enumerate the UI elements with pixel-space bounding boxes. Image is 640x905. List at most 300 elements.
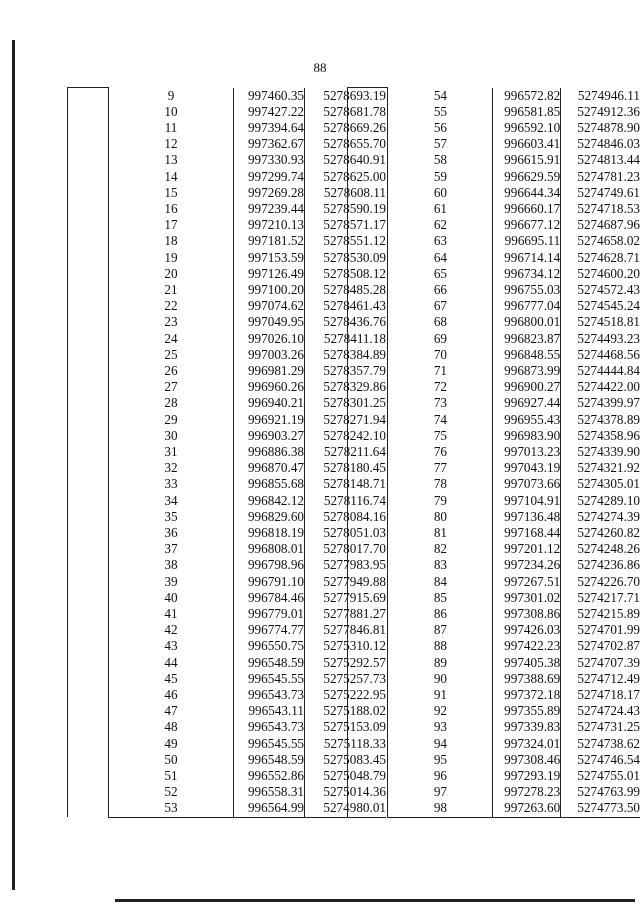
table-row bbox=[68, 752, 387, 768]
point-number-cell: 77 bbox=[433, 460, 447, 476]
y-coordinate-cell: 5274289.10 bbox=[561, 493, 640, 509]
table-row bbox=[348, 169, 640, 185]
point-number-cell: 13 bbox=[164, 152, 178, 168]
point-number-cell: 72 bbox=[433, 379, 447, 395]
y-coordinate-cell: 5274358.96 bbox=[561, 428, 640, 444]
x-coordinate-cell: 997299.74 bbox=[234, 169, 305, 185]
point-number-cell: 46 bbox=[164, 687, 178, 703]
y-coordinate-cell: 5278461.43 bbox=[305, 298, 387, 314]
table-row bbox=[348, 784, 640, 800]
point-number-cell: 56 bbox=[433, 119, 447, 135]
x-coordinate-cell: 996927.44 bbox=[493, 395, 561, 411]
x-coordinate-cell: 997013.23 bbox=[493, 444, 561, 460]
y-coordinate-cell: 5278051.03 bbox=[305, 525, 387, 541]
point-number-cell: 58 bbox=[433, 152, 447, 168]
table-row bbox=[68, 412, 387, 428]
x-coordinate-cell: 997405.38 bbox=[493, 655, 561, 671]
table-row bbox=[348, 703, 640, 719]
table-row bbox=[348, 493, 640, 509]
x-coordinate-cell: 996873.99 bbox=[493, 363, 561, 379]
y-coordinate-cell: 5274912.36 bbox=[561, 104, 640, 120]
point-number-cell: 65 bbox=[433, 265, 447, 281]
x-coordinate-cell: 997388.69 bbox=[493, 671, 561, 687]
point-number-cell: 32 bbox=[164, 460, 178, 476]
table-row bbox=[68, 250, 387, 266]
x-coordinate-cell: 997234.26 bbox=[493, 557, 561, 573]
table-row bbox=[68, 266, 387, 282]
table-row bbox=[348, 606, 640, 622]
y-coordinate-cell: 5274731.25 bbox=[561, 719, 640, 735]
table-row bbox=[348, 574, 640, 590]
y-coordinate-cell: 5274946.11 bbox=[561, 88, 640, 104]
point-number-cell: 49 bbox=[164, 735, 178, 751]
y-coordinate-cell: 5274813.44 bbox=[561, 152, 640, 168]
y-coordinate-cell: 5274545.24 bbox=[561, 298, 640, 314]
y-coordinate-cell: 5274763.99 bbox=[561, 784, 640, 800]
point-number-cell: 93 bbox=[433, 719, 447, 735]
y-coordinate-cell: 5278329.86 bbox=[305, 379, 387, 395]
point-number-cell: 79 bbox=[433, 492, 447, 508]
y-coordinate-cell: 5275222.95 bbox=[305, 687, 387, 703]
table-row bbox=[68, 314, 387, 330]
y-coordinate-cell: 5277949.88 bbox=[305, 574, 387, 590]
y-coordinate-cell: 5274749.61 bbox=[561, 185, 640, 201]
scan-left-edge bbox=[12, 40, 15, 890]
y-coordinate-cell: 5275083.45 bbox=[305, 752, 387, 768]
table-row bbox=[68, 217, 387, 233]
table-row bbox=[348, 752, 640, 768]
y-coordinate-cell: 5277983.95 bbox=[305, 557, 387, 573]
point-number-cell: 76 bbox=[433, 443, 447, 459]
table-row bbox=[68, 719, 387, 735]
x-coordinate-cell: 997293.19 bbox=[493, 768, 561, 784]
x-coordinate-cell: 996543.11 bbox=[234, 703, 305, 719]
table-row bbox=[68, 379, 387, 395]
table-row bbox=[68, 201, 387, 217]
table-row bbox=[68, 444, 387, 460]
x-coordinate-cell: 997422.23 bbox=[493, 638, 561, 654]
table-row bbox=[348, 201, 640, 217]
point-number-cell: 18 bbox=[164, 233, 178, 249]
table-row bbox=[348, 557, 640, 573]
y-coordinate-cell: 5278242.10 bbox=[305, 428, 387, 444]
x-coordinate-cell: 996603.41 bbox=[493, 136, 561, 152]
y-coordinate-cell: 5274878.90 bbox=[561, 120, 640, 136]
point-number-cell: 26 bbox=[164, 362, 178, 378]
point-number-cell: 67 bbox=[433, 298, 447, 314]
y-coordinate-cell: 5278508.12 bbox=[305, 266, 387, 282]
x-coordinate-cell: 996981.29 bbox=[234, 363, 305, 379]
point-number-cell: 81 bbox=[433, 524, 447, 540]
point-number-cell: 78 bbox=[433, 476, 447, 492]
x-coordinate-cell: 996660.17 bbox=[493, 201, 561, 217]
x-coordinate-cell: 997136.48 bbox=[493, 509, 561, 525]
point-number-cell: 44 bbox=[164, 654, 178, 670]
table-row bbox=[68, 541, 387, 557]
point-number-cell: 47 bbox=[164, 703, 178, 719]
point-number-cell: 74 bbox=[433, 411, 447, 427]
y-coordinate-cell: 5274701.99 bbox=[561, 622, 640, 638]
y-coordinate-cell: 5278084.16 bbox=[305, 509, 387, 525]
x-coordinate-cell: 996800.01 bbox=[493, 314, 561, 330]
point-number-cell: 54 bbox=[433, 87, 447, 103]
point-number-cell: 14 bbox=[164, 168, 178, 184]
x-coordinate-cell: 997153.59 bbox=[234, 250, 305, 266]
x-coordinate-cell: 996572.82 bbox=[493, 88, 561, 104]
table-row bbox=[68, 331, 387, 347]
table-row bbox=[348, 331, 640, 347]
table-row bbox=[68, 655, 387, 671]
x-coordinate-cell: 997394.64 bbox=[234, 120, 305, 136]
point-number-cell: 63 bbox=[433, 233, 447, 249]
table-row bbox=[348, 638, 640, 654]
table-row bbox=[68, 671, 387, 687]
y-coordinate-cell: 5274980.01 bbox=[305, 800, 387, 817]
point-number-cell: 50 bbox=[164, 751, 178, 767]
point-number-cell: 11 bbox=[164, 119, 178, 135]
table-row bbox=[348, 185, 640, 201]
x-coordinate-cell: 997308.86 bbox=[493, 606, 561, 622]
y-coordinate-cell: 5274755.01 bbox=[561, 768, 640, 784]
y-coordinate-cell: 5274399.97 bbox=[561, 395, 640, 411]
point-number-cell: 60 bbox=[433, 184, 447, 200]
y-coordinate-cell: 5278625.00 bbox=[305, 169, 387, 185]
y-coordinate-cell: 5274260.82 bbox=[561, 525, 640, 541]
point-number-cell: 91 bbox=[433, 687, 447, 703]
table-row bbox=[348, 395, 640, 411]
x-coordinate-cell: 997362.67 bbox=[234, 136, 305, 152]
table-row bbox=[348, 120, 640, 136]
point-number-cell: 52 bbox=[164, 784, 178, 800]
y-coordinate-cell: 5274773.50 bbox=[561, 800, 640, 817]
x-coordinate-cell: 997201.12 bbox=[493, 541, 561, 557]
point-number-cell: 85 bbox=[433, 589, 447, 605]
y-coordinate-cell: 5278655.70 bbox=[305, 136, 387, 152]
point-number-cell: 21 bbox=[164, 281, 178, 297]
x-coordinate-cell: 996543.73 bbox=[234, 719, 305, 735]
table-row bbox=[348, 525, 640, 541]
point-number-cell: 82 bbox=[433, 541, 447, 557]
point-number-cell: 20 bbox=[164, 265, 178, 281]
table-row bbox=[68, 136, 387, 152]
y-coordinate-cell: 5278116.74 bbox=[305, 493, 387, 509]
table-row bbox=[68, 152, 387, 168]
y-coordinate-cell: 5278640.91 bbox=[305, 152, 387, 168]
point-number-cell: 22 bbox=[164, 298, 178, 314]
x-coordinate-cell: 996848.55 bbox=[493, 347, 561, 363]
point-number-cell: 96 bbox=[433, 768, 447, 784]
x-coordinate-cell: 996734.12 bbox=[493, 266, 561, 282]
point-number-cell: 48 bbox=[164, 719, 178, 735]
table-row bbox=[348, 590, 640, 606]
table-row bbox=[348, 509, 640, 525]
x-coordinate-cell: 997460.35 bbox=[234, 88, 305, 104]
y-coordinate-cell: 5278017.70 bbox=[305, 541, 387, 557]
x-coordinate-cell: 997339.83 bbox=[493, 719, 561, 735]
point-number-cell: 38 bbox=[164, 557, 178, 573]
table-row bbox=[68, 622, 387, 638]
point-number-cell: 88 bbox=[433, 638, 447, 654]
x-coordinate-cell: 996983.90 bbox=[493, 428, 561, 444]
table-row bbox=[68, 800, 387, 817]
x-coordinate-cell: 996548.59 bbox=[234, 655, 305, 671]
x-coordinate-cell: 996615.91 bbox=[493, 152, 561, 168]
point-number-cell: 39 bbox=[164, 573, 178, 589]
y-coordinate-cell: 5274600.20 bbox=[561, 266, 640, 282]
y-coordinate-cell: 5275118.33 bbox=[305, 736, 387, 752]
y-coordinate-cell: 5274518.81 bbox=[561, 314, 640, 330]
table-row bbox=[348, 233, 640, 249]
table-row bbox=[348, 428, 640, 444]
x-coordinate-cell: 997100.20 bbox=[234, 282, 305, 298]
x-coordinate-cell: 997239.44 bbox=[234, 201, 305, 217]
table-row bbox=[68, 736, 387, 752]
point-number-cell: 40 bbox=[164, 589, 178, 605]
y-coordinate-cell: 5277846.81 bbox=[305, 622, 387, 638]
point-number-cell: 62 bbox=[433, 217, 447, 233]
point-number-cell: 10 bbox=[164, 103, 178, 119]
table-row bbox=[348, 719, 640, 735]
y-coordinate-cell: 5274444.84 bbox=[561, 363, 640, 379]
y-coordinate-cell: 5275153.09 bbox=[305, 719, 387, 735]
scan-bottom-edge bbox=[115, 899, 635, 902]
y-coordinate-cell: 5274738.62 bbox=[561, 736, 640, 752]
y-coordinate-cell: 5278485.28 bbox=[305, 282, 387, 298]
x-coordinate-cell: 997426.03 bbox=[493, 622, 561, 638]
table-row bbox=[348, 444, 640, 460]
x-coordinate-cell: 996900.27 bbox=[493, 379, 561, 395]
y-coordinate-cell: 5274339.90 bbox=[561, 444, 640, 460]
point-number-cell: 25 bbox=[164, 346, 178, 362]
table-row bbox=[348, 768, 640, 784]
table-row bbox=[68, 169, 387, 185]
coordinates-table-right bbox=[347, 87, 640, 818]
x-coordinate-cell: 996550.75 bbox=[234, 638, 305, 654]
table-row bbox=[348, 104, 640, 120]
table-row bbox=[348, 655, 640, 671]
point-number-cell: 90 bbox=[433, 670, 447, 686]
table-row bbox=[68, 525, 387, 541]
y-coordinate-cell: 5274628.71 bbox=[561, 250, 640, 266]
point-number-cell: 89 bbox=[433, 654, 447, 670]
x-coordinate-cell: 997372.18 bbox=[493, 687, 561, 703]
point-number-cell: 29 bbox=[164, 411, 178, 427]
table-row bbox=[348, 476, 640, 492]
x-coordinate-cell: 996960.26 bbox=[234, 379, 305, 395]
y-coordinate-cell: 5278411.18 bbox=[305, 331, 387, 347]
table-row bbox=[68, 784, 387, 800]
table-row bbox=[348, 363, 640, 379]
point-number-cell: 34 bbox=[164, 492, 178, 508]
table-row bbox=[348, 800, 640, 817]
page-number: 88 bbox=[313, 60, 327, 75]
y-coordinate-cell: 5274217.71 bbox=[561, 590, 640, 606]
y-coordinate-cell: 5274236.86 bbox=[561, 557, 640, 573]
y-coordinate-cell: 5274422.00 bbox=[561, 379, 640, 395]
y-coordinate-cell: 5274781.23 bbox=[561, 169, 640, 185]
y-coordinate-cell: 5274707.39 bbox=[561, 655, 640, 671]
x-coordinate-cell: 997074.62 bbox=[234, 298, 305, 314]
point-number-cell: 28 bbox=[164, 395, 178, 411]
point-number-cell: 59 bbox=[433, 168, 447, 184]
y-coordinate-cell: 5277915.69 bbox=[305, 590, 387, 606]
x-coordinate-cell: 997324.01 bbox=[493, 736, 561, 752]
table-row bbox=[68, 185, 387, 201]
x-coordinate-cell: 996774.77 bbox=[234, 622, 305, 638]
y-coordinate-cell: 5278436.76 bbox=[305, 314, 387, 330]
table-row bbox=[68, 638, 387, 654]
y-coordinate-cell: 5278211.64 bbox=[305, 444, 387, 460]
x-coordinate-cell: 997301.02 bbox=[493, 590, 561, 606]
x-coordinate-cell: 996558.31 bbox=[234, 784, 305, 800]
y-coordinate-cell: 5275292.57 bbox=[305, 655, 387, 671]
point-number-cell: 55 bbox=[433, 103, 447, 119]
x-coordinate-cell: 996823.87 bbox=[493, 331, 561, 347]
table-row bbox=[348, 152, 640, 168]
point-number-cell: 45 bbox=[164, 670, 178, 686]
table-row bbox=[68, 557, 387, 573]
table-row bbox=[348, 671, 640, 687]
table-row bbox=[68, 233, 387, 249]
table-row bbox=[68, 574, 387, 590]
table-row bbox=[348, 266, 640, 282]
point-number-cell: 36 bbox=[164, 524, 178, 540]
y-coordinate-cell: 5274718.17 bbox=[561, 687, 640, 703]
table-row bbox=[68, 428, 387, 444]
y-coordinate-cell: 5278681.78 bbox=[305, 104, 387, 120]
point-number-cell: 87 bbox=[433, 622, 447, 638]
y-coordinate-cell: 5274687.96 bbox=[561, 217, 640, 233]
point-number-cell: 33 bbox=[164, 476, 178, 492]
point-number-cell: 12 bbox=[164, 136, 178, 152]
table-row bbox=[348, 541, 640, 557]
y-coordinate-cell: 5278301.25 bbox=[305, 395, 387, 411]
point-number-cell: 61 bbox=[433, 200, 447, 216]
x-coordinate-cell: 997263.60 bbox=[493, 800, 561, 817]
x-coordinate-cell: 996955.43 bbox=[493, 412, 561, 428]
point-number-cell: 92 bbox=[433, 703, 447, 719]
y-coordinate-cell: 5278571.17 bbox=[305, 217, 387, 233]
x-coordinate-cell: 996543.73 bbox=[234, 687, 305, 703]
x-coordinate-cell: 996677.12 bbox=[493, 217, 561, 233]
y-coordinate-cell: 5278357.79 bbox=[305, 363, 387, 379]
y-coordinate-cell: 5274468.56 bbox=[561, 347, 640, 363]
point-number-cell: 23 bbox=[164, 314, 178, 330]
table-row bbox=[68, 104, 387, 120]
x-coordinate-cell: 997269.28 bbox=[234, 185, 305, 201]
point-number-cell: 57 bbox=[433, 136, 447, 152]
y-coordinate-cell: 5274493.23 bbox=[561, 331, 640, 347]
y-coordinate-cell: 5278693.19 bbox=[305, 88, 387, 104]
x-coordinate-cell: 996755.03 bbox=[493, 282, 561, 298]
table-row bbox=[348, 314, 640, 330]
empty-column bbox=[68, 88, 109, 818]
empty-column bbox=[348, 88, 388, 818]
x-coordinate-cell: 996644.34 bbox=[493, 185, 561, 201]
x-coordinate-cell: 996777.04 bbox=[493, 298, 561, 314]
point-number-cell: 84 bbox=[433, 573, 447, 589]
point-number-cell: 9 bbox=[167, 87, 175, 103]
x-coordinate-cell: 997126.49 bbox=[234, 266, 305, 282]
table-row bbox=[348, 460, 640, 476]
y-coordinate-cell: 5275048.79 bbox=[305, 768, 387, 784]
x-coordinate-cell: 996714.14 bbox=[493, 250, 561, 266]
x-coordinate-cell: 996695.11 bbox=[493, 233, 561, 249]
table-row bbox=[68, 282, 387, 298]
x-coordinate-cell: 997026.10 bbox=[234, 331, 305, 347]
point-number-cell: 66 bbox=[433, 281, 447, 297]
x-coordinate-cell: 997427.22 bbox=[234, 104, 305, 120]
point-number-cell: 31 bbox=[164, 443, 178, 459]
x-coordinate-cell: 997330.93 bbox=[234, 152, 305, 168]
y-coordinate-cell: 5274215.89 bbox=[561, 606, 640, 622]
x-coordinate-cell: 997267.51 bbox=[493, 574, 561, 590]
y-coordinate-cell: 5278180.45 bbox=[305, 460, 387, 476]
coordinates-table-left bbox=[67, 87, 386, 818]
y-coordinate-cell: 5274248.26 bbox=[561, 541, 640, 557]
y-coordinate-cell: 5278590.19 bbox=[305, 201, 387, 217]
x-coordinate-cell: 996581.85 bbox=[493, 104, 561, 120]
point-number-cell: 37 bbox=[164, 541, 178, 557]
table-row bbox=[68, 606, 387, 622]
y-coordinate-cell: 5275310.12 bbox=[305, 638, 387, 654]
x-coordinate-cell: 996629.59 bbox=[493, 169, 561, 185]
y-coordinate-cell: 5278271.94 bbox=[305, 412, 387, 428]
point-number-cell: 30 bbox=[164, 427, 178, 443]
x-coordinate-cell: 996921.19 bbox=[234, 412, 305, 428]
x-coordinate-cell: 997104.91 bbox=[493, 493, 561, 509]
x-coordinate-cell: 996798.96 bbox=[234, 557, 305, 573]
x-coordinate-cell: 996903.27 bbox=[234, 428, 305, 444]
table-row bbox=[348, 282, 640, 298]
point-number-cell: 24 bbox=[164, 330, 178, 346]
x-coordinate-cell: 996818.19 bbox=[234, 525, 305, 541]
table-row bbox=[68, 703, 387, 719]
y-coordinate-cell: 5275014.36 bbox=[305, 784, 387, 800]
y-coordinate-cell: 5274746.54 bbox=[561, 752, 640, 768]
table-row bbox=[348, 217, 640, 233]
x-coordinate-cell: 996791.10 bbox=[234, 574, 305, 590]
point-number-cell: 73 bbox=[433, 395, 447, 411]
y-coordinate-cell: 5277881.27 bbox=[305, 606, 387, 622]
point-number-cell: 95 bbox=[433, 751, 447, 767]
y-coordinate-cell: 5274724.43 bbox=[561, 703, 640, 719]
y-coordinate-cell: 5275257.73 bbox=[305, 671, 387, 687]
x-coordinate-cell: 996886.38 bbox=[234, 444, 305, 460]
y-coordinate-cell: 5274226.70 bbox=[561, 574, 640, 590]
x-coordinate-cell: 997355.89 bbox=[493, 703, 561, 719]
table-row bbox=[68, 460, 387, 476]
x-coordinate-cell: 996808.01 bbox=[234, 541, 305, 557]
point-number-cell: 75 bbox=[433, 427, 447, 443]
y-coordinate-cell: 5274718.53 bbox=[561, 201, 640, 217]
x-coordinate-cell: 997181.52 bbox=[234, 233, 305, 249]
point-number-cell: 19 bbox=[164, 249, 178, 265]
y-coordinate-cell: 5274712.49 bbox=[561, 671, 640, 687]
point-number-cell: 71 bbox=[433, 362, 447, 378]
x-coordinate-cell: 996855.68 bbox=[234, 476, 305, 492]
table-row bbox=[348, 736, 640, 752]
x-coordinate-cell: 996779.01 bbox=[234, 606, 305, 622]
y-coordinate-cell: 5278148.71 bbox=[305, 476, 387, 492]
y-coordinate-cell: 5274658.02 bbox=[561, 233, 640, 249]
y-coordinate-cell: 5278669.26 bbox=[305, 120, 387, 136]
point-number-cell: 35 bbox=[164, 508, 178, 524]
point-number-cell: 94 bbox=[433, 735, 447, 751]
point-number-cell: 53 bbox=[109, 800, 234, 817]
point-number-cell: 15 bbox=[164, 184, 178, 200]
point-number-cell: 17 bbox=[164, 217, 178, 233]
